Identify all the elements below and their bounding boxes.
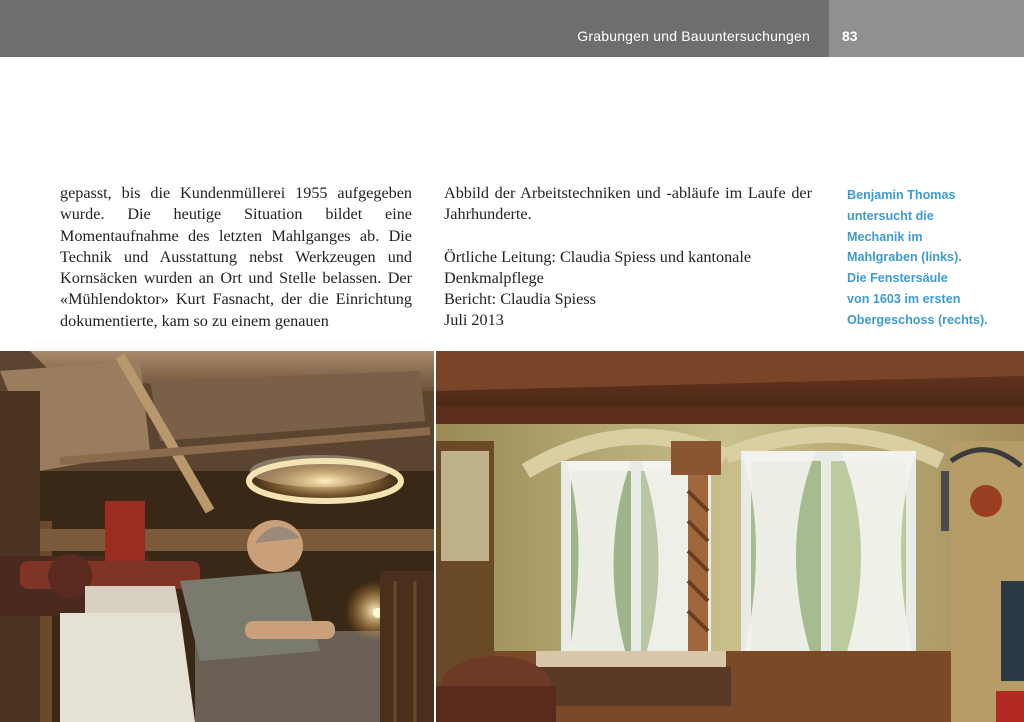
- caption-line: Mahlgraben (links).: [847, 250, 962, 265]
- page-number-tab: [829, 0, 1024, 57]
- body-paragraph-continuation: Abbild der Arbeitstechniken und -abläufe im Laufe der Jahrhunderte.: [444, 184, 812, 224]
- caption-line: Die Fenstersäule: [847, 271, 948, 286]
- section-title: Grabungen und Bauuntersuchungen: [577, 28, 810, 44]
- credit-line-report: Bericht: Claudia Spiess: [444, 290, 596, 309]
- caption-line: von 1603 im ersten: [847, 291, 961, 306]
- running-header: [0, 0, 1024, 57]
- text-column-left: [60, 183, 412, 332]
- page-number: 83: [842, 28, 858, 44]
- photo-caption: [847, 185, 1007, 331]
- caption-line: Obergeschoss (rechts).: [847, 312, 988, 327]
- credit-line-lead: Örtliche Leitung: Claudia Spiess und kantonale Denkmalpflege: [444, 247, 752, 287]
- body-paragraph: gepasst, bis die Kundenmüllerei 1955 aufgegeben wurde. Die heutige Situation bildet eine Momentaufnahme des letzten Mahlganges ab. Die Technik und Ausstattung nebst Werkzeugen und Kornsäcken wurden an Ort und Stelle belassen. Der «Mühlendoktor» Kurt Fasnacht, der die Einrichtung dokumentierte, kam so zu einem genauen: [60, 184, 412, 330]
- photo-window-column-room: [436, 351, 1024, 722]
- credit-line-date: Juli 2013: [444, 311, 504, 330]
- photo-mill-mechanism: [0, 351, 434, 722]
- caption-line: Benjamin Thomas: [847, 188, 956, 202]
- text-column-right: [444, 183, 812, 332]
- caption-line: untersucht die: [847, 208, 934, 223]
- caption-line: Mechanik im: [847, 229, 923, 244]
